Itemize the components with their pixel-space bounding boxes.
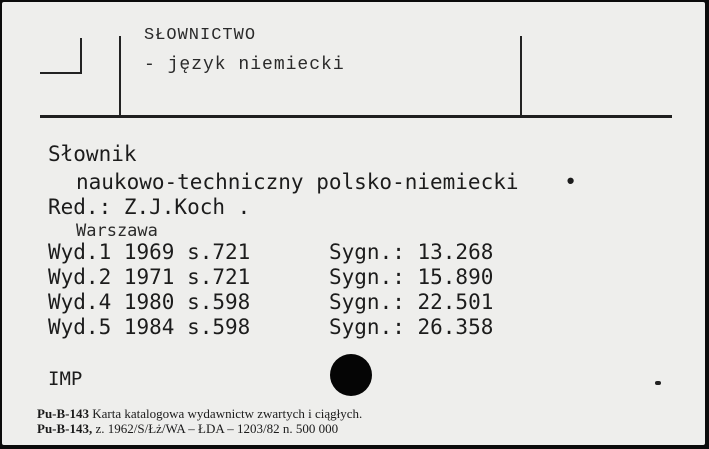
signature-row: Sygn.: 26.358 xyxy=(329,315,494,339)
record-title: Słownik xyxy=(48,142,137,166)
record-subtitle: naukowo-techniczny polsko-niemiecki xyxy=(76,170,519,194)
publication-place: Warszawa xyxy=(76,221,158,241)
corner-mark xyxy=(40,38,82,74)
punch-hole xyxy=(330,354,372,396)
ink-speck xyxy=(655,381,661,385)
edition-row: Wyd.4 1980 s.598 xyxy=(48,290,251,314)
footer-text-2: z. 1962/S/Łż/WA – ŁDA – 1203/82 n. 500 000 xyxy=(95,421,339,436)
subcategory-heading: - język niemiecki xyxy=(144,55,345,75)
imp-label: IMP xyxy=(48,368,83,390)
header-divider-left xyxy=(119,36,121,116)
signature-row: Sygn.: 22.501 xyxy=(329,290,494,314)
signature-row: Sygn.: 13.268 xyxy=(329,240,494,264)
title-end-mark: • xyxy=(564,170,578,195)
edition-row: Wyd.1 1969 s.721 xyxy=(48,240,251,264)
footer-text-1: Karta katalogowa wydawnictw zwartych i ciągłych. xyxy=(92,406,363,421)
footer-code-2: Pu-B-143, xyxy=(37,421,93,436)
edition-row: Wyd.2 1971 s.721 xyxy=(48,265,251,289)
header-divider-right xyxy=(520,36,522,116)
footer-line-1 xyxy=(37,406,362,422)
catalog-card xyxy=(2,2,705,445)
footer-code-1: Pu-B-143 xyxy=(37,406,89,421)
signature-row: Sygn.: 15.890 xyxy=(329,265,494,289)
category-heading: SŁOWNICTWO xyxy=(144,26,257,45)
header-rule xyxy=(40,115,672,118)
edition-row: Wyd.5 1984 s.598 xyxy=(48,315,251,339)
editor-line: Red.: Z.J.Koch . xyxy=(48,195,251,219)
footer-line-2 xyxy=(37,421,338,437)
